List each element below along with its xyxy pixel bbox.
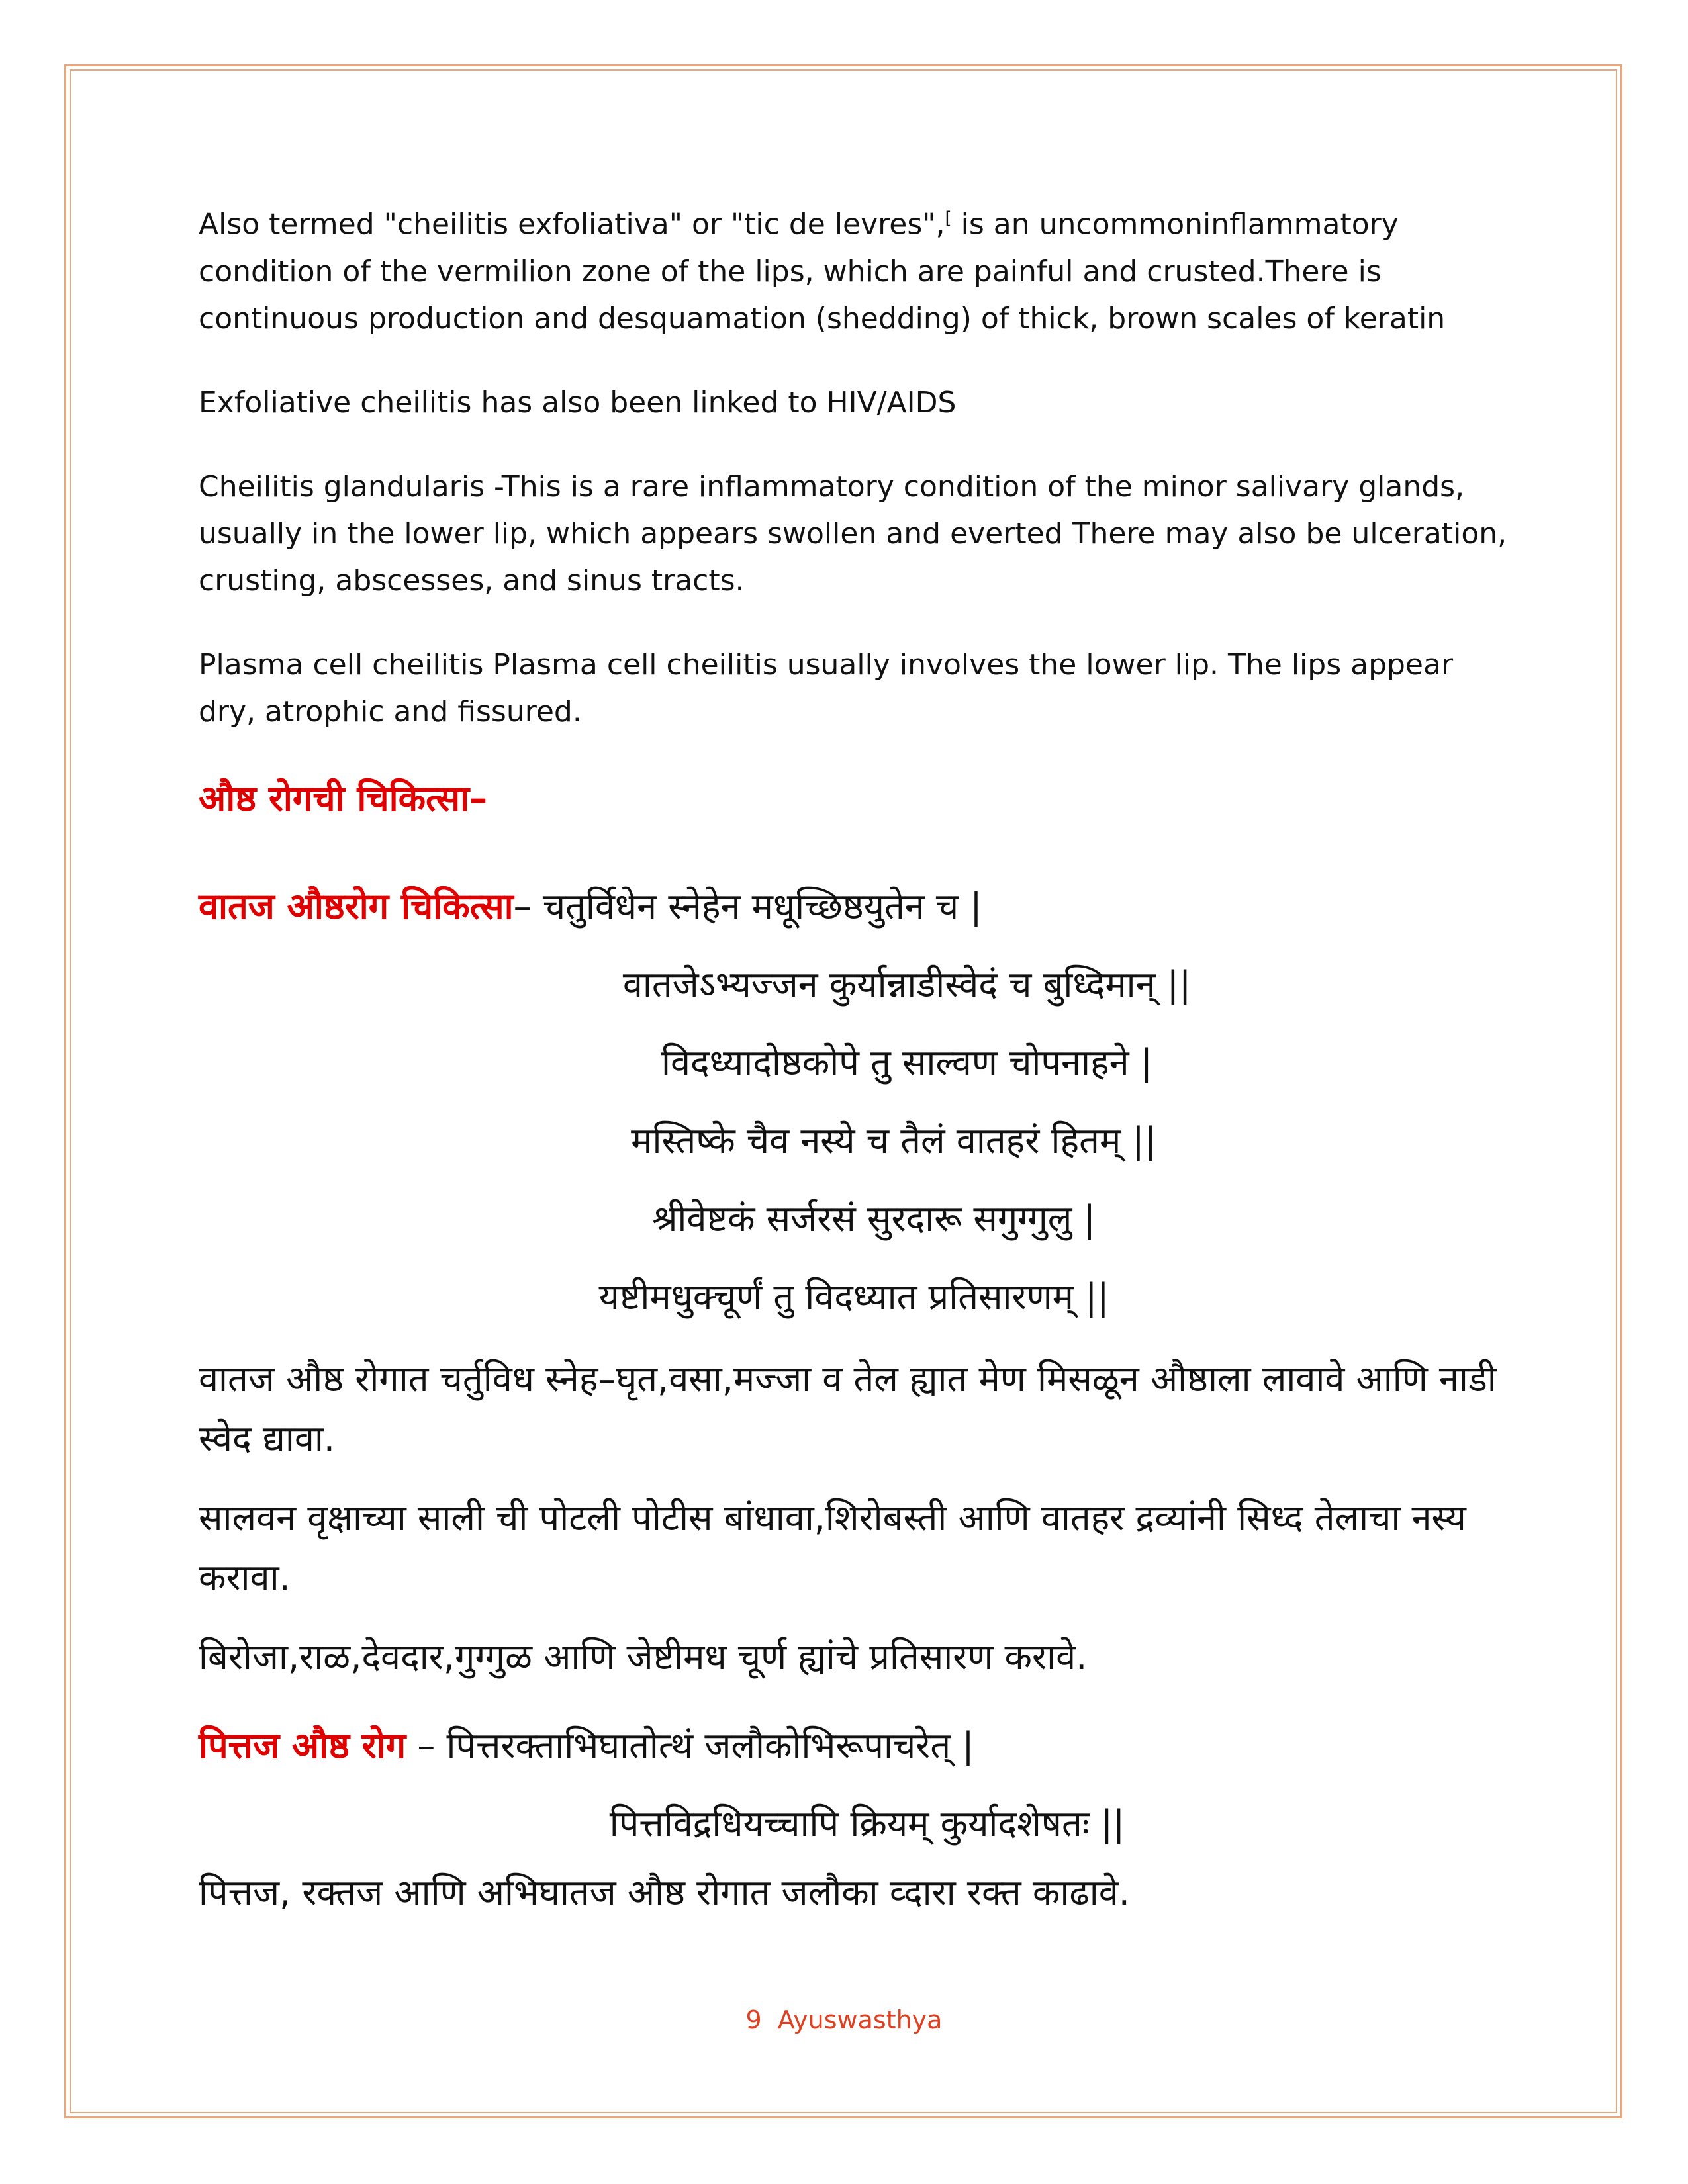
paragraph-plasma-cell-cheilitis: Plasma cell cheilitis Plasma cell cheilitis usually involves the lower lip. The lips appear dry, atrophic and fissured. bbox=[199, 647, 1454, 729]
vataja-explanation-1: वातज औष्ठ रोगात चर्तुविध स्नेह–घृत,वसा,मज्जा व तेल ह्यात मेण मिसळून औष्ठाला लावावे आणि नाडी स्वेद द्यावा. bbox=[199, 1357, 1497, 1459]
pittaja-label: पित्तज औष्ठ रोग bbox=[199, 1724, 406, 1766]
paragraph-hiv-link: Exfoliative cheilitis has also been linked to HIV/AIDS bbox=[199, 385, 957, 420]
vataja-verse-line-6: यष्टीमधुक्चूर्णं तु विदध्यात प्रतिसारणम् || bbox=[598, 1275, 1109, 1318]
footer-title: Ayuswasthya bbox=[777, 2005, 943, 2034]
paragraph-text: is an uncommoninflammatory condition of the vermilion zone of the lips, which are painful and crusted.There is continuous production and desquamation (shedding) of thick, brown scales of keratin bbox=[199, 207, 1446, 336]
page-footer bbox=[0, 2005, 1688, 2034]
vataja-verse-line-3: विदध्यादोष्ठकोपे तु साल्वण चोपनाहने | bbox=[661, 1041, 1152, 1083]
page-number: 9 bbox=[745, 2005, 762, 2034]
vataja-explanation-3: बिरोजा,राळ,देवदार,गुग्गुळ आणि जेष्टीमध चूर्ण ह्यांचे प्रतिसारण करावे. bbox=[199, 1635, 1088, 1678]
english-section bbox=[199, 195, 1509, 735]
paragraph-text: Also termed "cheilitis exfoliativa" or "tic de levres", bbox=[199, 207, 945, 242]
verse-text: – पित्तरक्ताभिघातोत्थं जलौकोभिरूपाचरेत् | bbox=[406, 1724, 974, 1766]
paragraph-exfoliative-cheilitis bbox=[199, 195, 1509, 342]
vataja-verse-line-2: वातजेऽभ्यज्जन कुर्यान्नाडीस्वेदं च बुध्दिमान् || bbox=[622, 963, 1192, 1005]
vataja-label: वातज औष्ठरोग चिकित्सा bbox=[199, 885, 514, 927]
verse-text: – चतुर्विधेन स्नेहेन मधूच्छिष्ठयुतेन च | bbox=[513, 885, 982, 927]
section-heading: औष्ठ रोगची चिकित्सा– bbox=[199, 777, 488, 819]
paragraph-cheilitis-glandularis: Cheilitis glandularis -This is a rare inflammatory condition of the minor salivary glands, usually in the lower lip, which appears swollen and everted There may also be ulceration, crusting, abscesses, and sinus tracts. bbox=[199, 469, 1507, 598]
page-content bbox=[199, 195, 1509, 1942]
pittaja-verse-line-1 bbox=[199, 1707, 1509, 1785]
vataja-explanation-2: सालवन वृक्षाच्या साली ची पोटली पोटीस बांधावा,शिरोबस्ती आणि वातहर द्रव्यांनी सिध्द तेलाचा नस्य करावा. bbox=[199, 1496, 1466, 1598]
pittaja-verse-line-2: पित्तविद्रधियच्चापि क्रियम् कुर्यादशेषतः || bbox=[609, 1802, 1125, 1844]
pittaja-explanation: पित्तज, रक्तज आणि अभिघातज औष्ठ रोगात जलौका व्दारा रक्त काढावे. bbox=[199, 1871, 1130, 1913]
citation-mark: [ bbox=[945, 208, 952, 228]
vataja-verse-line-1 bbox=[199, 868, 1509, 946]
marathi-section bbox=[199, 772, 1509, 1923]
vataja-verse-line-5: श्रीवेष्टकं सर्जरसं सुरदारू सगुग्गुलु | bbox=[652, 1197, 1096, 1240]
vataja-verse-line-4: मस्तिष्के चैव नस्ये च तैलं वातहरं हितम् || bbox=[631, 1119, 1156, 1161]
